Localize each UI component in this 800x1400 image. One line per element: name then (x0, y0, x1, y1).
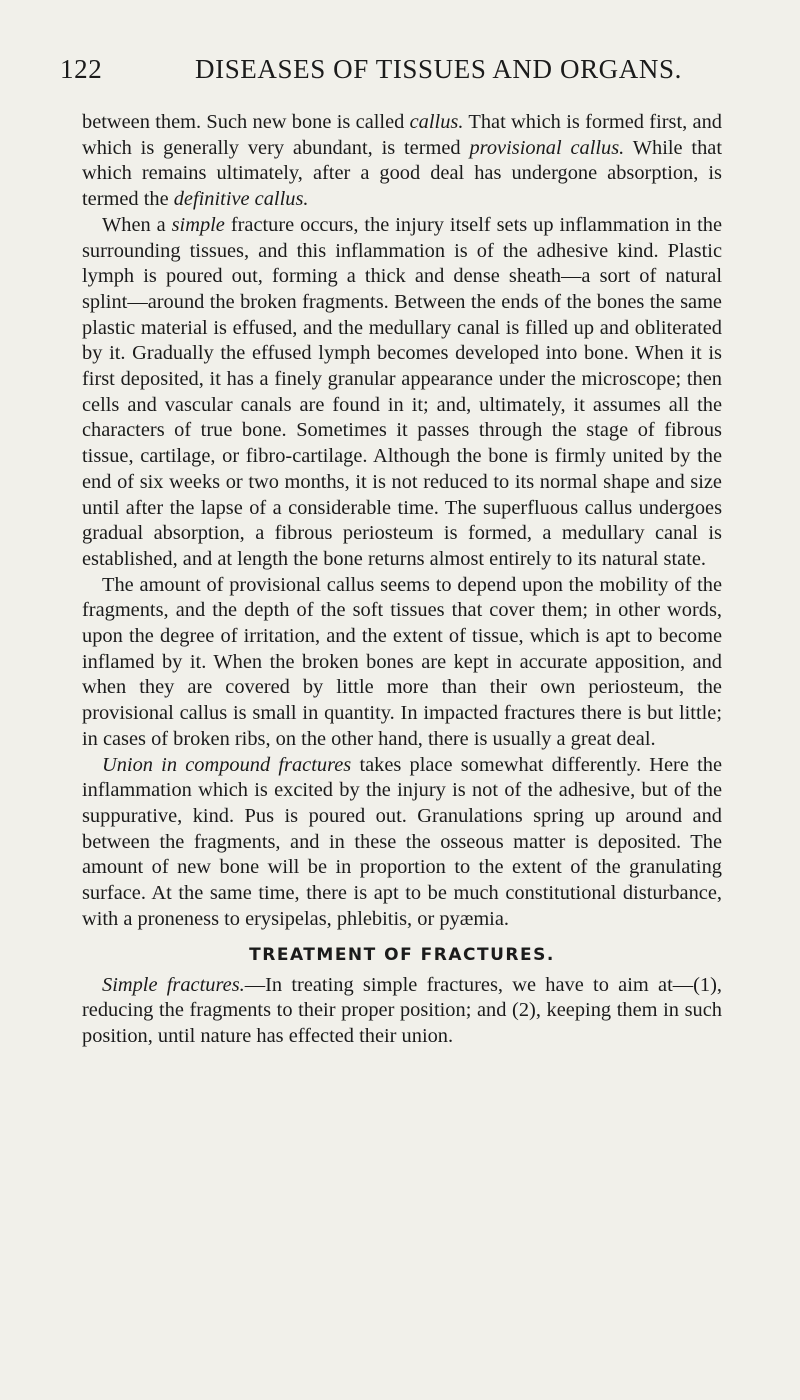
text-run: —In treating simple fractures, we have to aim at—(1), reducing the fragments to their proper position; and (2), keeping them in such position, until nature has effected their union. (82, 973, 722, 1047)
text-run: The amount of provisional callus seems to depend upon the mobility of the fragments, and the depth of the soft tissues that cover them; in other words, upon the degree of irritation, and the extent of tissue, which is apt to become inflamed by it. When the broken bones are kept in accurate apposition, and when they are covered by little more than their own periosteum, the provisional callus is small in quantity. In impacted fractures there is but little; in cases of broken ribs, on the other hand, there is usually a great deal. (82, 573, 722, 750)
paragraph-callus-definition (82, 110, 722, 213)
paragraph-compound-fractures (82, 753, 722, 933)
running-title: DISEASES OF TISSUES AND ORGANS. (195, 54, 682, 84)
italic-term-provisional-callus: provisional callus. (469, 136, 625, 159)
text-run: between them. Such new bone is called (82, 111, 410, 133)
italic-term-simple: simple (171, 213, 225, 236)
page-number: 122 (60, 54, 103, 84)
paragraph-simple-fracture (82, 213, 722, 573)
section-heading: TREATMENT OF FRACTURES. (249, 944, 555, 965)
paragraph-simple-fracture-treatment (82, 973, 722, 1050)
italic-term-callus: callus. (409, 111, 464, 133)
running-head (60, 54, 710, 94)
text-run: fracture occurs, the injury itself sets up inflammation in the surrounding tissues, and this inflammation is of the adhesive kind. Plastic lymph is poured out, forming a thick and dense sheath—a sort of natural splint—around the broken fragments. Between the ends of the bones the same plastic material is effused, and the medullary canal is filled up and obliterated by it. Gradually the effused lymph becomes developed into bone. When it is first deposited, it has a finely granular appearance under the microscope; then cells and vascular canals are found in it; and, ultimately, it assumes all the characters of true bone. Sometimes it passes through the stage of fibrous tissue, cartilage, or fibro-cartilage. Although the bone is firmly united by the end of six weeks or two months, it is not reduced to its normal shape and size until after the lapse of a considerable time. The superfluous callus undergoes gradual absorption, a fibrous periosteum is formed, a medullary canal is established, and at length the bone returns almost entirely to its natural state. (82, 213, 722, 570)
text-run: When a (102, 213, 172, 236)
italic-term-simple-fractures: Simple fractures. (102, 973, 245, 996)
body-text (82, 110, 722, 1050)
text-run: While that which remains ultimately, after a good deal has undergone absorption, is termed the (82, 136, 722, 211)
text-run: That which is formed first, and which is generally very abundant, is termed (82, 111, 722, 159)
italic-term-union-compound: Union in compound fractures (102, 753, 352, 776)
text-run: takes place somewhat differently. Here the inflammation which is excited by the injury is not of the adhesive, but of the suppurative, kind. Pus is poured out. Granulations spring up around and between the fragments, and in these the osseous matter is deposited. The amount of new bone will be in proportion to the extent of the granulating surface. At the same time, there is apt to be much constitutional disturbance, with a proneness to erysipelas, phlebitis, or pyæmia. (82, 753, 722, 930)
italic-term-definitive-callus: definitive callus. (173, 188, 309, 211)
paragraph-provisional-callus-amount (82, 573, 722, 753)
